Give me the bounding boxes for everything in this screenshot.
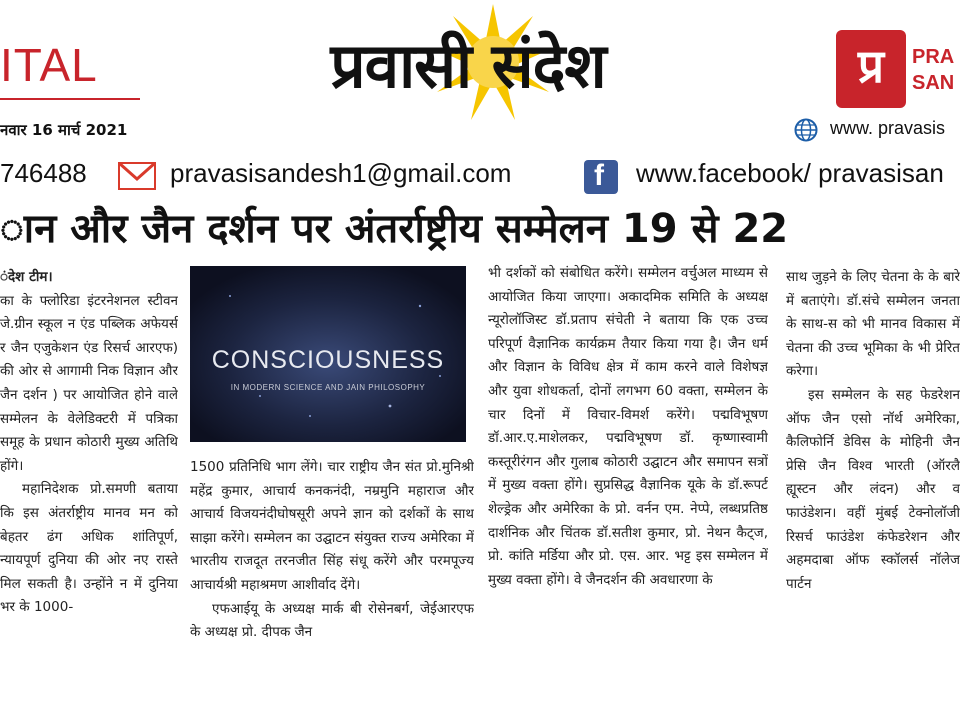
paragraph: का के फ्लोरिडा इंटरनेशनल स्टीवन जे.ग्रीन स्कूल न एंड पब्लिक अफेयर्स र जैन एजुकेशन एंड रिसर्च आरएफ) की ओर से आगामी निक विज्ञान और जैन दर्शन ) पर आयोजित होने वाले सम्मेलन के वेलेडिक्टरी में पत्रिका समूह के प्रधान कोठारी मुख्य अतिथि होंगे।	[0, 292, 178, 474]
newspaper-logo[interactable]	[178, 4, 758, 122]
article-column-1	[0, 266, 178, 720]
paragraph: महानिदेशक प्रो.समणी बताया कि इस अंतर्राष्ट्रीय मानव मन को बेहतर ढंग अधिक शांतिपूर्ण, न्यायपूर्ण दुनिया की ओर नए रास्ते मिल सकती है। उन्होंने न में दुनिया भर के 1000-	[0, 481, 178, 616]
email-link[interactable]: pravasisandesh1@gmail.com	[170, 158, 512, 188]
image-subtitle: IN MODERN SCIENCE AND JAIN PHILOSOPHY	[230, 383, 426, 392]
image-title: CONSCIOUSNESS	[211, 346, 445, 374]
brand-text	[912, 44, 954, 96]
brand-logo-glyph: प्र	[857, 39, 885, 93]
logo-text: प्रवासी संदेश	[330, 29, 606, 102]
paragraph: एफआईयू के अध्यक्ष मार्क बी रोसेनबर्ग, जेईआरएफ के अध्यक्ष प्रो. दीपक जैन	[190, 600, 474, 641]
brand-line-2: SAN	[912, 72, 955, 94]
article-column-4	[786, 266, 960, 720]
article-column-2	[190, 266, 474, 720]
facebook-glyph: f	[594, 159, 604, 192]
mail-icon	[118, 162, 156, 190]
article-column-3	[488, 262, 768, 720]
paragraph: साथ जुड़ने के लिए चेतना के के बारे में बताएंगे। डॉ.संचे सम्मेलन जनता के साथ-स को भी मानव विकास में चेतना की उच्च भूमिका के भी प्रेरित करेगा।	[786, 269, 960, 380]
phone-number[interactable]: 746488	[0, 158, 87, 188]
paragraph: 1500 प्रतिनिधि भाग लेंगे। चार राष्ट्रीय जैन संत प्रो.मुनिश्री महेंद्र कुमार, आचार्य कनकनंदी, नम्रमुनि महाराज और आचार्य विजयनंदीघोषसूरी अपने ज्ञान को दर्शकों के साथ साझा करेंगे। सम्मेलन का उद्घाटन संयुक्त राज्य अमेरिका में भारतीय राजदूत तरनजीत सिंह संधू करेंगे और परमपूज्य आचार्यश्री महाश्रमण आशीर्वाद देंगे।	[190, 459, 474, 593]
paragraph: इस सम्मेलन के सह फेडरेशन ऑफ जैन एसो नॉर्थ अमेरिका, कैलिफोर्नि डेविस के मोहिनी जैन प्रेसि जैन विश्व भारती (ऑरलै ह्यूस्टन और लंदन) और व फाउंडेशन। वहीं मुंबई टेक्नोलॉजी रिसर्च फाउंडेश कंफेडरेशन और अहमदाबा ऑफ स्कॉलर्स नॉलेज पार्टन	[786, 386, 960, 592]
edition-word: ITAL	[0, 39, 98, 91]
paragraph: भी दर्शकों को संबोधित करेंगे। सम्मेलन वर्चुअल माध्यम से आयोजित किया जाएगा। अकादमिक समिति के अध्यक्ष न्यूरोलॉजिस्ट डॉ.प्रताप संचेती ने बताया कि एक उच्च परिपूर्ण वैज्ञानिक कार्यक्रम तैयार किया गया है। जैन धर्म और विज्ञान के विविध क्षेत्र में काम करने वाले विशेषज्ञ और युवा शोधकर्ता, दोनों लगभग 60 वक्ता, सम्मेलन के चार दिनों में विचार-विमर्श करेंगे। पद्मविभूषण डॉ.आर.ए.माशेलकर, पद्मविभूषण डॉ. कृष्णास्वामी कस्तूरीरंगन और गुलाब कोठारी उद्घाटन और समापन सत्रों में मुख्य वक्ता होंगे। सुप्रसिद्ध वैज्ञानिक यूके के डॉ.रूपर्ट शेल्ड्रेक और अमेरिका के प्रो. वर्नन एम. नेप्पे, लब्धप्रतिष्ठ दार्शनिक और चिंतक डॉ.सतीश कुमार, प्रो. नेथन कैट्ज, प्रो. कांति मर्डिया और प्रो. एस. आर. भट्ट इस सम्मेलन में मुख्य वक्ता होंगे। वे जैनदर्शन की अवधारणा के	[488, 265, 768, 588]
facebook-link[interactable]: www.facebook/ pravasisan	[636, 158, 944, 188]
article-headline: ान और जैन दर्शन पर अंतर्राष्ट्रीय सम्मेलन 19 से 22	[0, 206, 789, 252]
brand-line-1: PRA	[912, 46, 955, 68]
issue-date: नवार 16 मार्च 2021	[0, 121, 128, 139]
byline: ंदेश टीम।	[0, 269, 53, 285]
feature-image	[190, 266, 466, 442]
website-link[interactable]: www. pravasis	[830, 118, 946, 138]
contact-bar	[0, 150, 960, 198]
edition-rule	[0, 98, 140, 100]
globe-icon	[794, 118, 818, 142]
